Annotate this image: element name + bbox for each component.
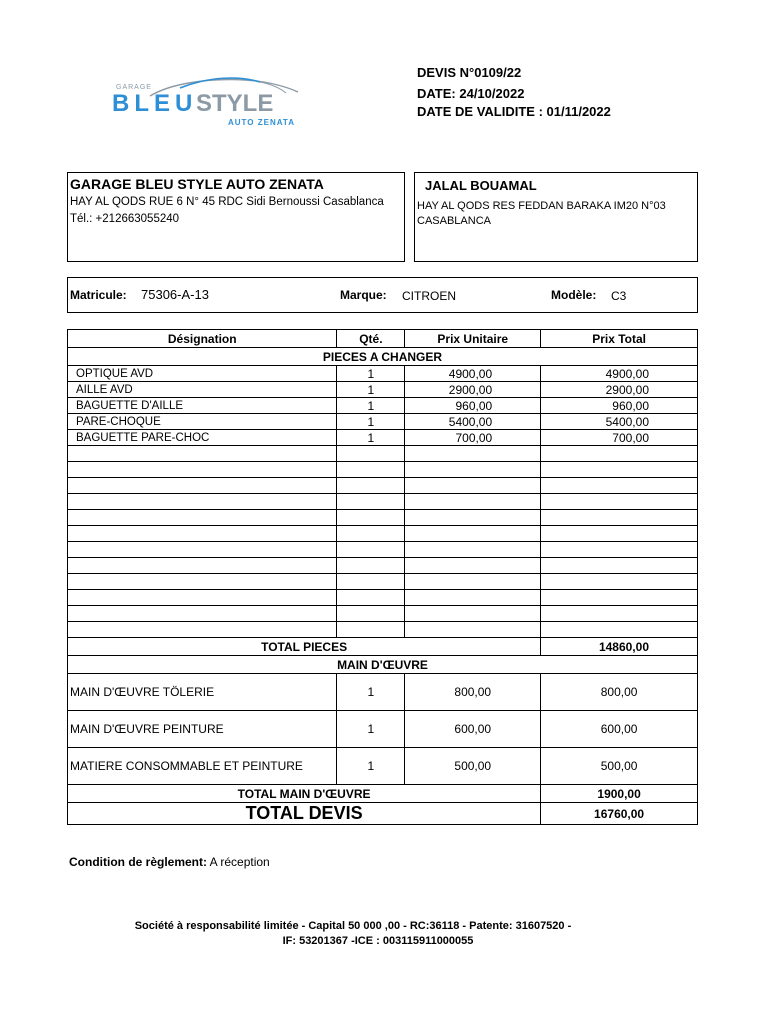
piece-designation: OPTIQUE AVD (68, 366, 337, 382)
vehicle-info-box (67, 277, 698, 313)
client-name: JALAL BOUAMAL (425, 178, 537, 193)
piece-unit-price (405, 526, 541, 542)
total-pieces-label: TOTAL PIECES (68, 638, 541, 656)
piece-qty: 1 (337, 414, 405, 430)
piece-row (68, 574, 698, 590)
piece-total-price (541, 446, 698, 462)
labor-row (68, 748, 698, 785)
piece-unit-price (405, 446, 541, 462)
pieces-section-title: PIECES A CHANGER (68, 348, 698, 366)
piece-unit-price (405, 574, 541, 590)
total-labor-label: TOTAL MAIN D'ŒUVRE (68, 785, 541, 803)
piece-total-price (541, 494, 698, 510)
piece-qty: 1 (337, 398, 405, 414)
labor-section-row (68, 656, 698, 674)
modele-label: Modèle: (551, 288, 597, 302)
devis-number: DEVIS N°0109/22 (417, 65, 522, 80)
piece-total-price (541, 606, 698, 622)
quote-table (67, 329, 698, 825)
table-header-row (68, 330, 698, 348)
piece-total-price (541, 542, 698, 558)
piece-designation (68, 622, 337, 638)
piece-unit-price: 4900,00 (405, 366, 541, 382)
piece-total-price: 2900,00 (541, 382, 698, 398)
condition-label: Condition de règlement: (69, 855, 207, 869)
piece-row (68, 590, 698, 606)
piece-qty (337, 462, 405, 478)
header-unit-price: Prix Unitaire (405, 330, 541, 348)
labor-section-title: MAIN D'ŒUVRE (68, 656, 698, 674)
matricule-label: Matricule: (70, 288, 127, 302)
piece-total-price (541, 590, 698, 606)
labor-row (68, 674, 698, 711)
piece-designation (68, 526, 337, 542)
piece-row (68, 446, 698, 462)
piece-unit-price: 2900,00 (405, 382, 541, 398)
footer-line-1: Société à responsabilité limitée - Capital 50 000 ,00 - RC:36118 - Patente: 31607520 - (134, 920, 572, 932)
piece-total-price: 4900,00 (541, 366, 698, 382)
piece-designation (68, 542, 337, 558)
logo-garage-text: GARAGE (116, 84, 152, 91)
labor-unit-price: 500,00 (405, 748, 541, 785)
piece-total-price: 700,00 (541, 430, 698, 446)
marque-label: Marque: (340, 288, 387, 302)
piece-total-price: 5400,00 (541, 414, 698, 430)
piece-designation: PARE-CHOQUE (68, 414, 337, 430)
labor-designation: MAIN D'ŒUVRE TÖLERIE (68, 674, 337, 711)
matricule-value: 75306-A-13 (141, 287, 209, 302)
quote-table-body (68, 330, 698, 825)
piece-unit-price (405, 542, 541, 558)
header-designation: Désignation (68, 330, 337, 348)
garage-phone: Tél.: +212663055240 (70, 213, 180, 225)
company-logo (110, 74, 305, 130)
piece-designation (68, 510, 337, 526)
piece-row (68, 606, 698, 622)
labor-qty: 1 (337, 711, 405, 748)
piece-unit-price (405, 606, 541, 622)
labor-unit-price: 800,00 (405, 674, 541, 711)
total-labor-row (68, 785, 698, 803)
labor-total-price: 500,00 (541, 748, 698, 785)
piece-designation (68, 478, 337, 494)
piece-row (68, 526, 698, 542)
piece-row (68, 558, 698, 574)
labor-total-price: 600,00 (541, 711, 698, 748)
piece-total-price: 960,00 (541, 398, 698, 414)
devis-validity: DATE DE VALIDITE : 01/11/2022 (417, 104, 611, 119)
labor-row (68, 711, 698, 748)
piece-qty (337, 622, 405, 638)
piece-unit-price: 960,00 (405, 398, 541, 414)
piece-row (68, 542, 698, 558)
piece-unit-price (405, 510, 541, 526)
labor-qty: 1 (337, 674, 405, 711)
piece-qty (337, 590, 405, 606)
labor-designation: MATIERE CONSOMMABLE ET PEINTURE (68, 748, 337, 785)
piece-qty (337, 494, 405, 510)
piece-total-price (541, 510, 698, 526)
piece-qty (337, 606, 405, 622)
labor-designation: MAIN D'ŒUVRE PEINTURE (68, 711, 337, 748)
piece-total-price (541, 478, 698, 494)
piece-row (68, 478, 698, 494)
total-devis-row (68, 803, 698, 825)
piece-row (68, 382, 698, 398)
piece-unit-price (405, 590, 541, 606)
piece-unit-price (405, 478, 541, 494)
piece-row (68, 622, 698, 638)
piece-designation (68, 574, 337, 590)
piece-qty (337, 542, 405, 558)
garage-address: HAY AL QODS RUE 6 N° 45 RDC Sidi Bernoussi Casablanca (70, 196, 384, 208)
piece-total-price (541, 462, 698, 478)
logo-auto-zenata-text: AUTO ZENATA (228, 118, 295, 127)
footer-line-2: IF: 53201367 -ICE : 003115911000055 (282, 935, 474, 947)
piece-qty (337, 446, 405, 462)
marque-value: CITROEN (402, 289, 456, 303)
total-labor-value: 1900,00 (541, 785, 698, 803)
devis-date: DATE: 24/10/2022 (417, 86, 525, 101)
piece-designation (68, 606, 337, 622)
piece-row (68, 430, 698, 446)
piece-row (68, 462, 698, 478)
piece-qty: 1 (337, 366, 405, 382)
total-pieces-row (68, 638, 698, 656)
piece-total-price (541, 526, 698, 542)
garage-name: GARAGE BLEU STYLE AUTO ZENATA (70, 176, 324, 192)
header-total-price: Prix Total (541, 330, 698, 348)
piece-qty (337, 558, 405, 574)
labor-unit-price: 600,00 (405, 711, 541, 748)
piece-row (68, 510, 698, 526)
logo-bleu-text: BLEU (112, 90, 198, 117)
piece-row (68, 398, 698, 414)
garage-info-box (67, 172, 405, 262)
piece-total-price (541, 622, 698, 638)
piece-total-price (541, 558, 698, 574)
piece-unit-price (405, 558, 541, 574)
client-address: HAY AL QODS RES FEDDAN BARAKA IM20 N°03 CASABLANCA (417, 200, 666, 227)
piece-designation (68, 462, 337, 478)
piece-qty (337, 574, 405, 590)
piece-designation (68, 494, 337, 510)
piece-qty: 1 (337, 382, 405, 398)
total-devis-value: 16760,00 (541, 803, 698, 825)
piece-unit-price (405, 494, 541, 510)
piece-unit-price: 700,00 (405, 430, 541, 446)
piece-unit-price (405, 462, 541, 478)
piece-row (68, 494, 698, 510)
piece-qty (337, 510, 405, 526)
logo-style-text: STYLE (196, 90, 274, 117)
client-info-box (414, 172, 698, 262)
total-devis-label: TOTAL DEVIS (68, 803, 541, 825)
piece-designation (68, 558, 337, 574)
piece-row (68, 366, 698, 382)
piece-designation: BAGUETTE PARE-CHOC (68, 430, 337, 446)
piece-total-price (541, 574, 698, 590)
piece-designation: BAGUETTE D'AILLE (68, 398, 337, 414)
header-qty: Qté. (337, 330, 405, 348)
piece-designation: AILLE AVD (68, 382, 337, 398)
piece-qty (337, 526, 405, 542)
total-pieces-value: 14860,00 (541, 638, 698, 656)
modele-value: C3 (611, 289, 627, 303)
piece-row (68, 414, 698, 430)
condition-value: A réception (209, 855, 270, 869)
piece-designation (68, 590, 337, 606)
payment-condition (69, 855, 270, 869)
labor-qty: 1 (337, 748, 405, 785)
piece-unit-price (405, 622, 541, 638)
piece-unit-price: 5400,00 (405, 414, 541, 430)
piece-qty: 1 (337, 430, 405, 446)
piece-qty (337, 478, 405, 494)
labor-total-price: 800,00 (541, 674, 698, 711)
piece-designation (68, 446, 337, 462)
pieces-section-row (68, 348, 698, 366)
